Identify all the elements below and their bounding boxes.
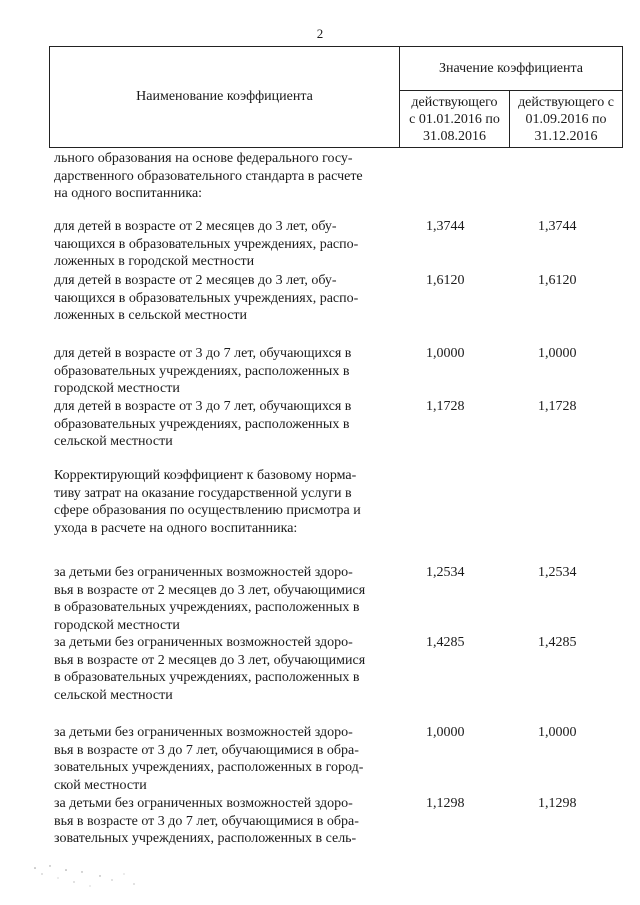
row-text: за детьми без ограниченных возможностей здоро- вья в возрасте от 3 до 7 лет, обучающимися в обра- зовательных учреждениях, расположенных в город- ской местности [54,725,364,793]
row-text: льного образования на основе федерального госу- дарственного образовательного стандарта в расчете на одного воспитанника: [54,151,363,201]
table-row [54,795,634,848]
page-number: 2 [316,26,324,41]
value-period-1: 1,4285 [426,635,465,650]
table-row [54,150,634,203]
row-text: для детей в возрасте от 2 месяцев до 3 лет, обу- чающихся в образовательных учреждениях, распо- ложенных в городской местности [54,219,359,269]
value-period-2: 1,1728 [538,399,577,414]
value-period-1: 1,2534 [426,565,465,580]
period-2-text: действующего с 01.09.2016 по 31.12.2016 [518,95,614,144]
table-header [49,46,623,148]
row-text: для детей в возрасте от 3 до 7 лет, обучающихся в образовательных учреждениях, расположенных в городской местности [54,346,352,396]
value-period-2: 1,0000 [538,346,577,361]
value-period-2: 1,1298 [538,796,577,811]
value-period-1: 1,1728 [426,399,465,414]
value-period-2: 1,2534 [538,565,577,580]
table-row [54,272,634,325]
row-text: для детей в возрасте от 3 до 7 лет, обучающихся в образовательных учреждениях, расположенных в сельской местности [54,399,352,449]
value-period-1: 1,0000 [426,346,465,361]
value-period-2: 1,3744 [538,219,577,234]
value-period-2: 1,6120 [538,273,577,288]
value-period-2: 1,0000 [538,725,577,740]
table-row [54,218,634,271]
coefficient-value-header: Значение коэффициента [400,47,622,91]
table-row [54,345,634,398]
coefficient-name-header: Наименование коэффициента [50,47,400,147]
period-1-text: действующего с 01.01.2016 по 31.08.2016 [409,95,500,144]
table-row [54,467,634,537]
table-row [54,398,634,451]
scan-noise-speckle [30,860,150,900]
table-row [54,564,634,634]
row-text: Корректирующий коэффициент к базовому норма- тиву затрат на оказание государственной услуги в сфере образования по осуществлению присмотра и ухода в расчете на одного воспитанника: [54,468,361,536]
value-period-1: 1,0000 [426,725,465,740]
row-text: за детьми без ограниченных возможностей здоро- вья в возрасте от 2 месяцев до 3 лет, обучающимися в образовательных учреждениях, расположенных в городской местности [54,565,366,633]
table-row [54,634,634,704]
row-text: за детьми без ограниченных возможностей здоро- вья в возрасте от 2 месяцев до 3 лет, обучающимися в образовательных учреждениях, расположенных в сельской местности [54,635,366,703]
value-period-1: 1,3744 [426,219,465,234]
table-row [54,724,634,794]
period-2-header [510,91,622,147]
value-period-2: 1,4285 [538,635,577,650]
period-1-header [400,91,510,147]
row-text: за детьми без ограниченных возможностей здоро- вья в возрасте от 3 до 7 лет, обучающимися в обра- зовательных учреждениях, расположенных в сель- [54,796,359,846]
value-period-1: 1,6120 [426,273,465,288]
value-period-1: 1,1298 [426,796,465,811]
row-text: для детей в возрасте от 2 месяцев до 3 лет, обу- чающихся в образовательных учреждениях, распо- ложенных в сельской местности [54,273,359,323]
